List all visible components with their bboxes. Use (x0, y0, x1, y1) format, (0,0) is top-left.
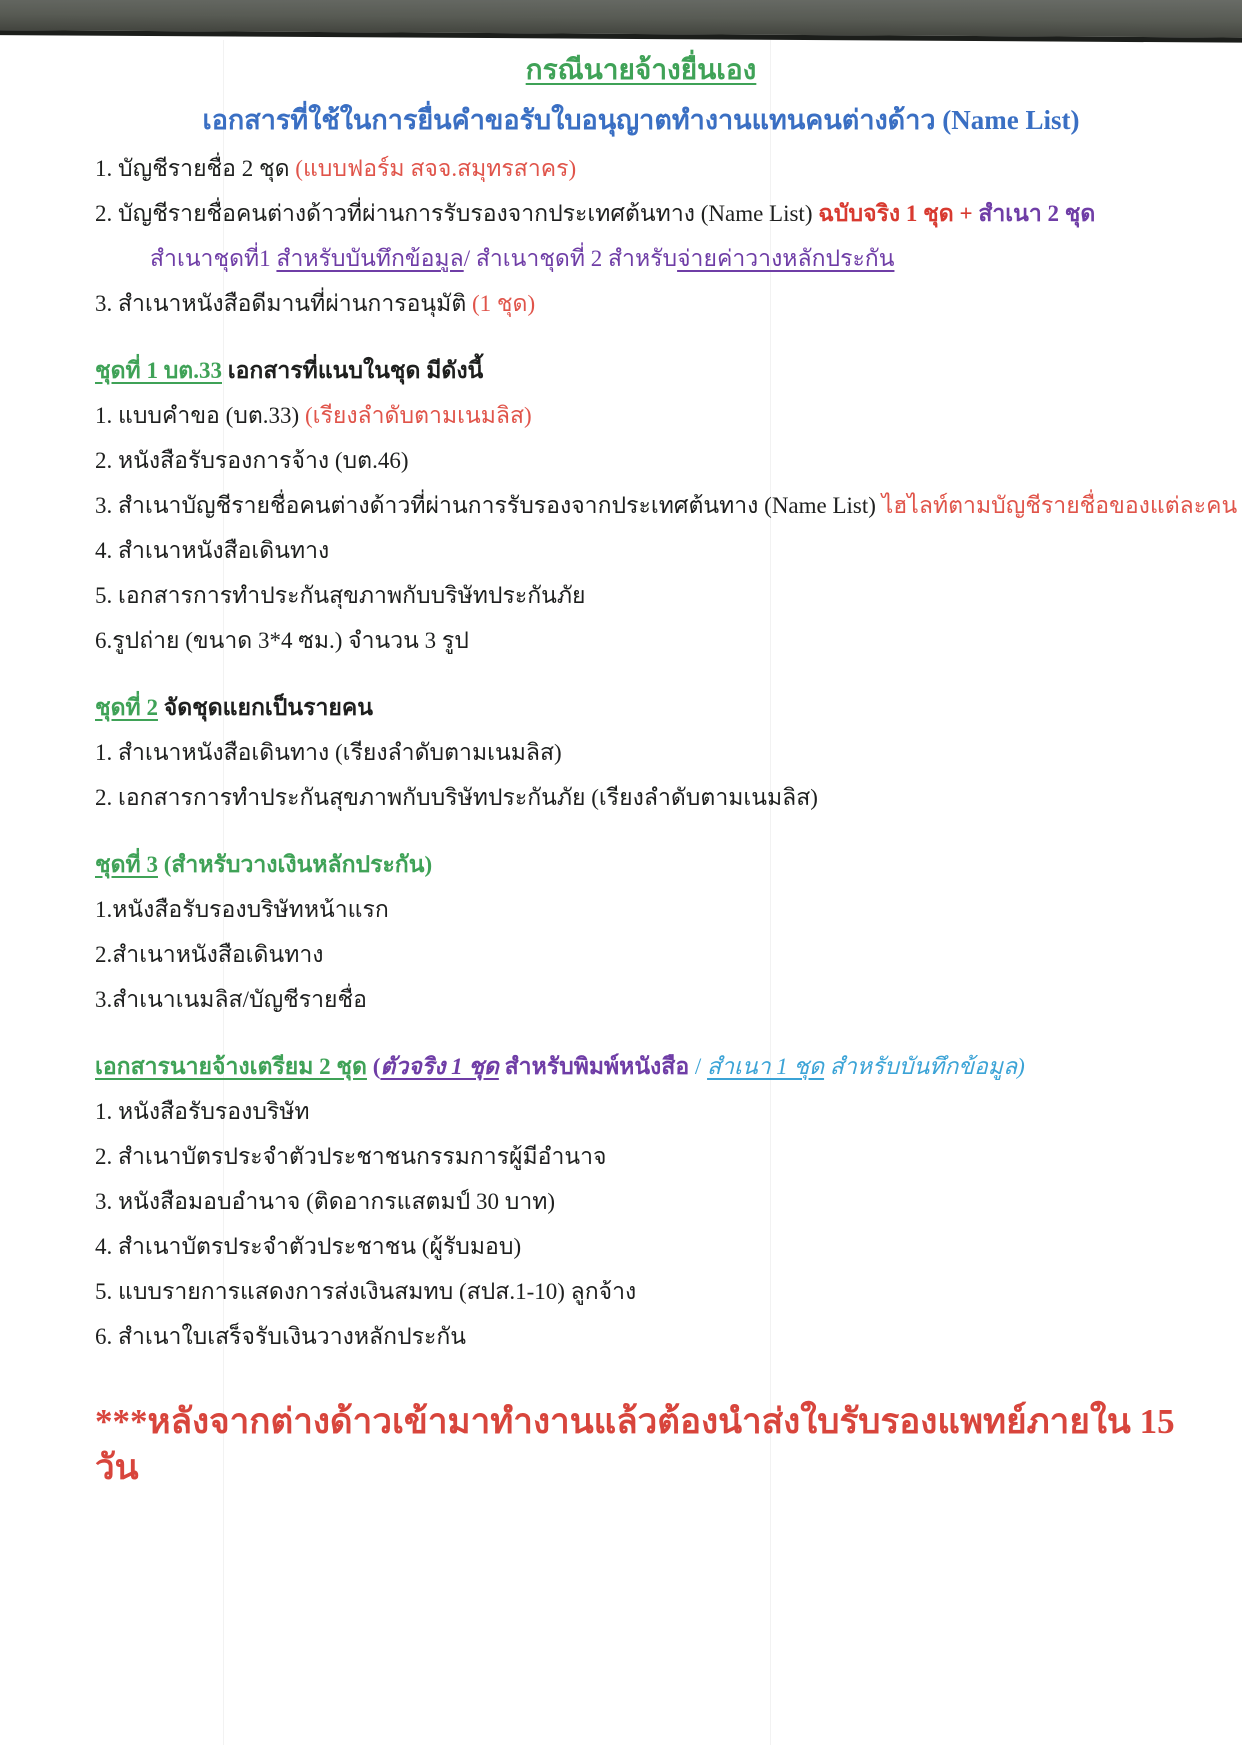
text-segment: ( (366, 1054, 381, 1079)
text-segment: 2.สำเนาหนังสือเดินทาง (95, 942, 324, 967)
text-segment: ชุดที่ 3 (95, 852, 158, 877)
employer-item-4 (95, 1232, 1187, 1261)
text-segment: เอกสารนายจ้างเตรียม 2 ชุด (95, 1054, 367, 1079)
section-heading-set3 (95, 850, 1187, 879)
main-item-2-note (95, 244, 1187, 273)
medical-certificate-note (95, 1399, 1187, 1491)
text-segment: จ่ายค่าวางหลักประกัน (677, 246, 895, 271)
main-item-2 (95, 199, 1187, 228)
text-segment: 3.สำเนาเนมลิส/บัญชีรายชื่อ (95, 987, 367, 1012)
text-segment: 3. สำเนาหนังสือดีมานที่ผ่านการอนุมัติ (95, 291, 473, 316)
text-segment: (สำหรับวางเงินหลักประกัน) (157, 852, 433, 877)
text-segment: 3. หนังสือมอบอำนาจ (ติดอากรแสตมป์ 30 บาท) (95, 1189, 556, 1214)
text-segment: (1 ชุด) (472, 291, 536, 316)
text-segment: ไฮไลท์ตามบัญชีรายชื่อของแต่ละคน (881, 493, 1238, 518)
set3-item-2 (95, 940, 1187, 969)
section-heading-set2 (95, 693, 1187, 722)
set1-item-5 (95, 581, 1187, 610)
text-segment: 1. แบบคำขอ (บต.33) (95, 403, 305, 428)
set1-item-3 (95, 491, 1238, 520)
employer-item-5 (95, 1277, 1187, 1306)
text-segment: จัดชุดแยกเป็นรายคน (157, 695, 373, 720)
document-title (95, 52, 1187, 90)
text-segment: (แบบฟอร์ม สจจ.สมุทรสาคร) (295, 156, 577, 181)
text-segment: ชุดที่ 1 บต.33 (95, 358, 222, 383)
section-heading-set1 (95, 356, 1187, 385)
text-segment: 1. สำเนาหนังสือเดินทาง (เรียงลำดับตามเนมลิส) (95, 740, 562, 765)
employer-item-1 (95, 1097, 1187, 1126)
set1-item-4 (95, 536, 1187, 565)
text-segment: 2. บัญชีรายชื่อคนต่างด้าวที่ผ่านการรับรองจากประเทศต้นทาง (Name List) (95, 201, 819, 226)
text-segment: ชุดที่ 2 (95, 695, 158, 720)
set3-item-1 (95, 895, 1187, 924)
employer-item-6 (95, 1322, 1187, 1351)
text-segment: 5. แบบรายการแสดงการส่งเงินสมทบ (สปส.1-10) ลูกจ้าง (95, 1279, 637, 1304)
main-item-1 (95, 154, 1187, 183)
set1-item-1 (95, 401, 1187, 430)
text-segment: / (689, 1054, 708, 1079)
text-segment: ฉบับจริง 1 ชุด + (818, 201, 979, 226)
set2-item-1 (95, 738, 1187, 767)
set2-item-2 (95, 783, 1187, 812)
text-segment: ตัวจริง 1 ชุด (380, 1054, 499, 1079)
text-segment: 2. หนังสือรับรองการจ้าง (บต.46) (95, 448, 409, 473)
document-subtitle (95, 102, 1187, 138)
set1-item-2 (95, 446, 1187, 475)
text-segment: สำเนาชุดที่1 (150, 246, 277, 271)
text-segment: เอกสารที่ใช้ในการยื่นคำขอรับใบอนุญาตทำงานแทนคนต่างด้าว (Name List) (202, 105, 1080, 135)
set3-item-3 (95, 985, 1187, 1014)
text-segment: 3. สำเนาบัญชีรายชื่อคนต่างด้าวที่ผ่านการรับรองจากประเทศต้นทาง (Name List) (95, 493, 882, 518)
text-segment: สำหรับบันทึกข้อมูล) (824, 1054, 1025, 1079)
text-segment: 2. เอกสารการทำประกันสุขภาพกับบริษัทประกันภัย (เรียงลำดับตามเนมลิส) (95, 785, 818, 810)
section-heading-employer-docs (95, 1052, 1187, 1081)
text-segment: 1. บัญชีรายชื่อ 2 ชุด (95, 156, 296, 181)
text-segment: สำเนา 1 ชุด (707, 1054, 825, 1079)
text-segment: กรณีนายจ้างยื่นเอง (525, 55, 757, 86)
text-segment: (เรียงลำดับตามเนมลิส) (304, 403, 532, 428)
text-segment: 6. สำเนาใบเสร็จรับเงินวางหลักประกัน (95, 1324, 466, 1349)
main-item-3 (95, 289, 1187, 318)
text-segment: สำหรับบันทึกข้อมูล (276, 246, 464, 271)
text-segment: ***หลังจากต่างด้าวเข้ามาทำงานแล้วต้องนำส่งใบรับรองแพทย์ภายใน 15 วัน (95, 1402, 1175, 1487)
text-segment: 4. สำเนาหนังสือเดินทาง (95, 538, 330, 563)
text-segment: สำเนา 2 ชุด (978, 201, 1096, 226)
set1-item-6 (95, 626, 1187, 655)
text-segment: เอกสารที่แนบในชุด มีดังนี้ (222, 358, 484, 383)
text-segment: สำหรับพิมพ์หนังสือ (498, 1054, 690, 1079)
text-segment: 5. เอกสารการทำประกันสุขภาพกับบริษัทประกันภัย (95, 583, 586, 608)
text-segment: 4. สำเนาบัตรประจำตัวประชาชน (ผู้รับมอบ) (95, 1234, 522, 1259)
text-segment: 1. หนังสือรับรองบริษัท (95, 1099, 310, 1124)
employer-item-3 (95, 1187, 1187, 1216)
text-segment: 1.หนังสือรับรองบริษัทหน้าแรก (95, 897, 389, 922)
text-segment: 6.รูปถ่าย (ขนาด 3*4 ซม.) จำนวน 3 รูป (95, 628, 469, 653)
text-segment: / สำเนาชุดที่ 2 สำหรับ (463, 246, 678, 271)
text-segment: 2. สำเนาบัตรประจำตัวประชาชนกรรมการผู้มีอำนาจ (95, 1144, 607, 1169)
employer-item-2 (95, 1142, 1187, 1171)
